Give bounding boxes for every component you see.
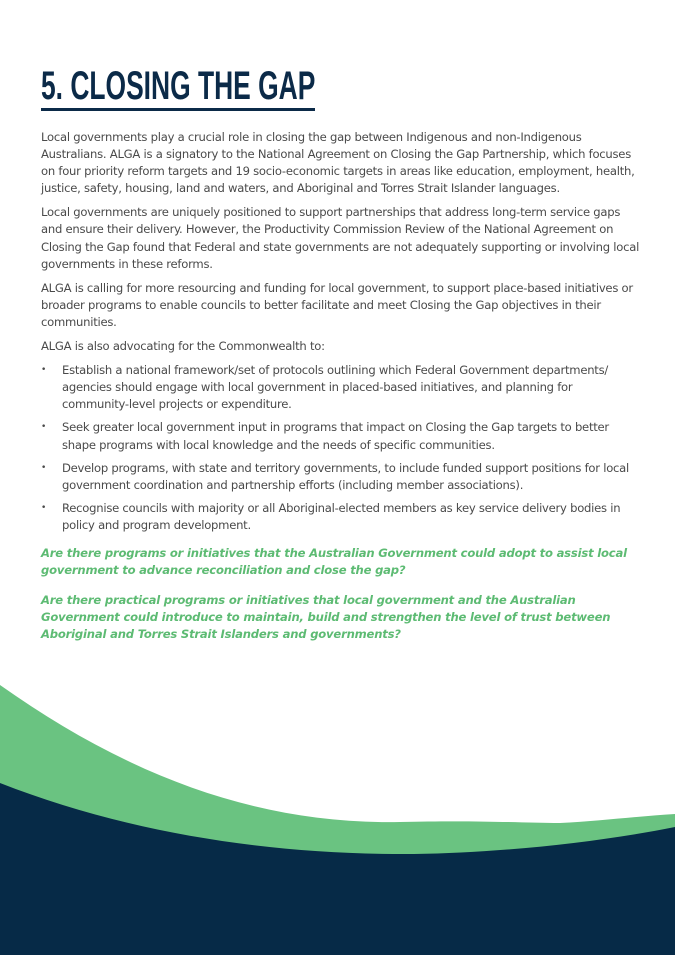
section-content (41, 129, 641, 643)
bullet-text: Recognise councils with majority or all Aboriginal-elected members as key service delivery bodies in policy and program development. (62, 500, 621, 532)
consultation-question: Are there practical programs or initiatives that local government and the Australian Government could introduce to maintain, build and strengthen the level of trust between Aboriginal and Torres Strait Islanders and governments? (41, 593, 611, 642)
bullet-text: Seek greater local government input in programs that impact on Closing the Gap targets to better shape programs with local knowledge and the needs of specific communities. (62, 420, 609, 452)
intro-paragraph: Local governments play a crucial role in closing the gap between Indigenous and non-Indigenous Australians. ALGA is a signatory to the National Agreement on Closing the Gap Partnership, which focuses on four priority reform targets and 19 socio-economic targets in areas like education, employment, health, justice, safety, housing, land and waters, and Aboriginal and Torres Strait Islander languages. (41, 130, 635, 196)
resourcing-paragraph: ALGA is calling for more resourcing and funding for local government, to support place-based initiatives or broader programs to enable councils to better facilitate and meet Closing the Gap objectives in their communities. (41, 280, 633, 329)
consultation-question: Are there programs or initiatives that the Australian Government could adopt to assist local government to advance reconciliation and close the gap? (41, 545, 627, 578)
page-title: 5. CLOSING THE GAP (41, 64, 316, 108)
bullet-icon: • (41, 462, 47, 473)
title-underline-divider (41, 108, 315, 111)
bullet-item (41, 362, 641, 413)
positioning-paragraph: Local governments are uniquely positioned to support partnerships that address long-term service gaps and ensure their delivery. However, the Productivity Commission Review of the National Agreement on Closing the Gap found that Federal and state governments are not adequately supporting or involving local governments in these reforms. (41, 205, 640, 271)
bullet-item (41, 460, 641, 494)
bullet-icon: • (41, 502, 47, 513)
decorative-wave-footer (0, 670, 675, 955)
bullet-item (41, 419, 641, 453)
bullet-icon: • (41, 422, 47, 433)
bullet-icon: • (41, 365, 47, 376)
advocacy-lead-paragraph: ALGA is also advocating for the Commonwealth to: (41, 339, 325, 354)
bullet-text: Develop programs, with state and territory governments, to include funded support positions for local government coordination and partnership efforts (including member associations). (62, 460, 629, 492)
bullet-text: Establish a national framework/set of protocols outlining which Federal Government departments/ agencies should engage with local government in placed-based initiatives, and planning for community-level projects or expenditure. (62, 363, 609, 412)
advocacy-bullet-list (41, 362, 641, 534)
bullet-item (41, 500, 641, 534)
